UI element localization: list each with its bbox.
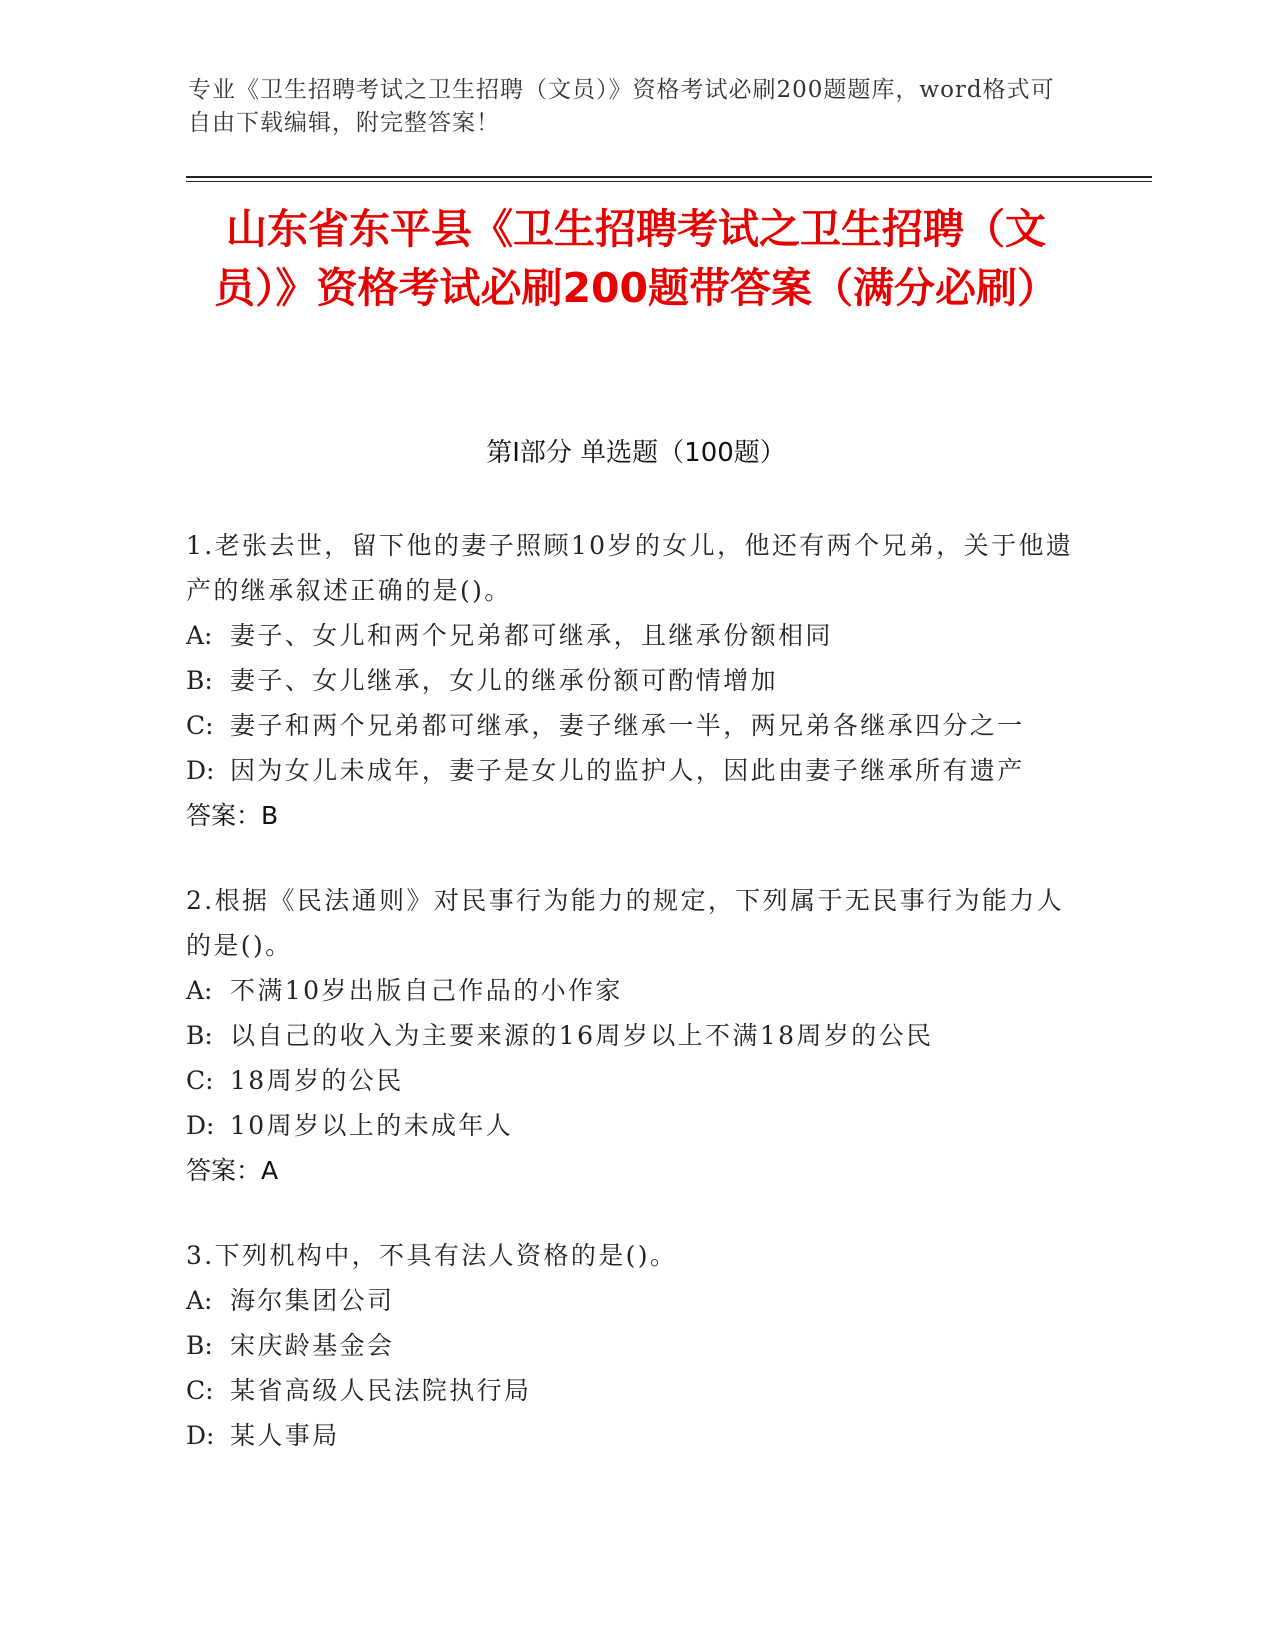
option-d xyxy=(186,1103,1086,1148)
option-c xyxy=(186,1368,1086,1413)
option-letter: B: xyxy=(186,1331,213,1360)
document-title: 山东省东平县《卫生招聘考试之卫生招聘（文员）》资格考试必刷200题带答案（满分必刷） xyxy=(213,205,1059,312)
option-b xyxy=(186,1323,1086,1368)
option-text: 因为女儿未成年，妻子是女儿的监护人，因此由妻子继承所有遗产 xyxy=(230,756,1025,785)
option-text: 妻子和两个兄弟都可继承，妻子继承一半，两兄弟各继承四分之一 xyxy=(230,711,1025,740)
option-text: 宋庆龄基金会 xyxy=(230,1331,395,1360)
question-stem: 3.下列机构中，不具有法人资格的是()。 xyxy=(186,1241,678,1270)
question-stem: 2.根据《民法通则》对民事行为能力的规定，下列属于无民事行为能力人的是()。 xyxy=(186,886,1065,960)
section-title: 第I部分 单选题（100题） xyxy=(486,438,786,468)
option-text: 某省高级人民法院执行局 xyxy=(230,1376,532,1405)
option-letter: A: xyxy=(186,976,213,1005)
option-c xyxy=(186,1058,1086,1103)
option-letter: D: xyxy=(186,1111,215,1140)
option-b xyxy=(186,658,1086,703)
option-text: 10周岁以上的未成年人 xyxy=(230,1111,514,1140)
option-text: 以自己的收入为主要来源的16周岁以上不满18周岁的公民 xyxy=(230,1021,934,1050)
question-2 xyxy=(186,878,1086,1193)
option-d xyxy=(186,1413,1086,1458)
answer: 答案：A xyxy=(186,1156,279,1185)
question-stem: 1.老张去世，留下他的妻子照顾10岁的女儿，他还有两个兄弟，关于他遗产的继承叙述正确的是()。 xyxy=(186,531,1074,605)
option-c xyxy=(186,703,1086,748)
option-text: 不满10岁出版自己作品的小作家 xyxy=(230,976,623,1005)
question-3 xyxy=(186,1233,1086,1458)
option-d xyxy=(186,748,1086,793)
option-text: 18周岁的公民 xyxy=(230,1066,404,1095)
option-letter: B: xyxy=(186,1021,213,1050)
option-a xyxy=(186,613,1086,658)
option-a xyxy=(186,1278,1086,1323)
option-letter: D: xyxy=(186,1421,215,1450)
header-divider-thin xyxy=(186,181,1152,182)
option-text: 某人事局 xyxy=(230,1421,340,1450)
question-list xyxy=(186,523,1086,1498)
option-text: 妻子、女儿和两个兄弟都可继承，且继承份额相同 xyxy=(230,621,833,650)
question-1 xyxy=(186,523,1086,838)
option-letter: D: xyxy=(186,756,215,785)
header-note: 专业《卫生招聘考试之卫生招聘（文员）》资格考试必刷200题题库，word格式可自由下载编辑，附完整答案！ xyxy=(188,77,1055,136)
option-letter: C: xyxy=(186,711,214,740)
answer: 答案：B xyxy=(186,801,279,830)
option-a xyxy=(186,968,1086,1013)
option-letter: A: xyxy=(186,621,213,650)
header-divider-thick xyxy=(186,176,1152,178)
option-text: 海尔集团公司 xyxy=(230,1286,395,1315)
option-letter: A: xyxy=(186,1286,213,1315)
option-text: 妻子、女儿继承，女儿的继承份额可酌情增加 xyxy=(230,666,779,695)
option-letter: B: xyxy=(186,666,213,695)
option-letter: C: xyxy=(186,1376,214,1405)
option-letter: C: xyxy=(186,1066,214,1095)
option-b xyxy=(186,1013,1086,1058)
